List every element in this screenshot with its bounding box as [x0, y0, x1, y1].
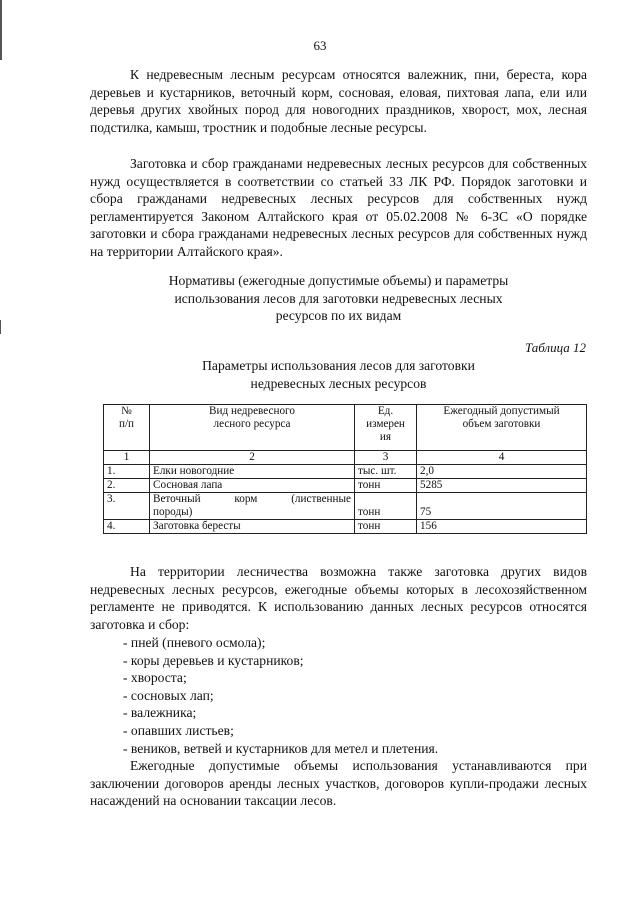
table-label: Таблица 12: [524, 340, 586, 355]
row-resource-type: Елки новогодние: [150, 465, 355, 479]
section-heading-line: использования лесов для заготовки недревесных лесных: [174, 290, 503, 306]
margin-mark: [0, 320, 1, 334]
table-title-line: недревесных лесных ресурсов: [250, 375, 427, 391]
header-type-line: лесного ресурса: [213, 418, 291, 430]
parameters-table: [103, 404, 587, 534]
paragraph-procurement-rules: Заготовка и сбор гражданами недревесных лесных ресурсов для собственных нужд осуществляется в соответствии со статьей 33 ЛК РФ. Порядок заготовки и сбора гражданами недревесных лесных ресурсов для собственных нужд регламентируется Законом Алтайского края от 05.02.2008 № 6-ЗС «О порядке заготовки и сбора гражданами недревесных лесных ресурсов для собственных нужд на территории Алтайского края».: [90, 156, 587, 259]
list-item: - хвороста;: [123, 670, 187, 686]
header-number: [104, 405, 150, 451]
column-number-row: [104, 451, 587, 465]
row-number: 2.: [104, 479, 150, 493]
header-volume-line: Ежегодный допустимый: [443, 405, 560, 417]
header-resource-type: [150, 405, 355, 451]
table-row: [104, 520, 587, 534]
table-header-row: [104, 405, 587, 451]
section-heading: [90, 272, 587, 325]
row-volume: 2,0: [417, 465, 587, 479]
row-unit: тонн: [355, 479, 417, 493]
list-item: - пней (пневого осмола);: [123, 635, 266, 650]
header-number-line: п/п: [118, 418, 135, 430]
header-volume-line: объем заготовки: [462, 418, 541, 430]
row-unit: тонн: [355, 493, 417, 520]
list-item: - валежника;: [123, 705, 197, 721]
row-unit: тыс. шт.: [355, 465, 417, 479]
section-heading-line: ресурсов по их видам: [275, 308, 402, 324]
paragraph-non-timber-resources: К недревесным лесным ресурсам относятся валежник, пни, береста, кора деревьев и кустарников, веточный корм, сосновая, еловая, пихтовая лапа, ели или деревья других хвойных пород для новогодних праздников, хворост, мох, лесная подстилка, камыш, тростник и подобные лесные ресурсы.: [90, 67, 587, 135]
row-resource-type: Сосновая лапа: [150, 479, 355, 493]
row-unit: тонн: [355, 520, 417, 534]
column-number: 3: [355, 451, 417, 465]
row-number: 3.: [104, 493, 150, 520]
table-row: [104, 465, 587, 479]
section-heading-line: Нормативы (ежегодные допустимые объемы) и параметры: [168, 273, 509, 288]
header-type-line: Вид недревесного: [209, 405, 295, 417]
page-number: 63: [313, 38, 327, 53]
row-number: 4.: [104, 520, 150, 534]
resource-list: [123, 634, 587, 757]
paragraph-annual-volumes: Ежегодные допустимые объемы использования устанавливаются при заключении договоров аренды лесных участков, договоров купли-продажи лесных насаждений на основании таксации лесов.: [90, 758, 587, 809]
row-volume: 75: [417, 493, 587, 520]
row-resource-type: [150, 493, 355, 520]
list-item: - опавших листьев;: [123, 722, 234, 738]
table-title: [90, 357, 587, 392]
table-title-line: Параметры использования лесов для заготовки: [202, 358, 475, 373]
row-volume: 156: [417, 520, 587, 534]
header-unit-line: ия: [379, 431, 392, 443]
header-annual-volume: [417, 405, 587, 451]
table-row: [104, 493, 587, 520]
row-resource-type-line: породы): [153, 506, 193, 518]
header-unit-line: Ед.: [377, 405, 394, 417]
row-resource-type: Заготовка бересты: [150, 520, 355, 534]
row-resource-type-line: Веточный корм (лиственные: [153, 493, 351, 505]
table-row: [104, 479, 587, 493]
header-number-line: №: [121, 405, 132, 417]
header-unit-line: измерен: [366, 418, 405, 430]
header-unit: [355, 405, 417, 451]
list-item: - коры деревьев и кустарников;: [123, 652, 304, 668]
row-volume: 5285: [417, 479, 587, 493]
column-number: 1: [104, 451, 150, 465]
paragraph-other-resources: На территории лесничества возможна также заготовка других видов недревесных лесных ресурсов, ежегодные объемы которых в лесохозяйственном регламенте не приводятся. К использованию данных лесных ресурсов относятся заготовка и сбор:: [90, 564, 587, 632]
list-item: - веников, ветвей и кустарников для метел и плетения.: [123, 740, 439, 756]
column-number: 2: [150, 451, 355, 465]
column-number: 4: [417, 451, 587, 465]
row-number: 1.: [104, 465, 150, 479]
list-item: - сосновых лап;: [123, 687, 214, 703]
